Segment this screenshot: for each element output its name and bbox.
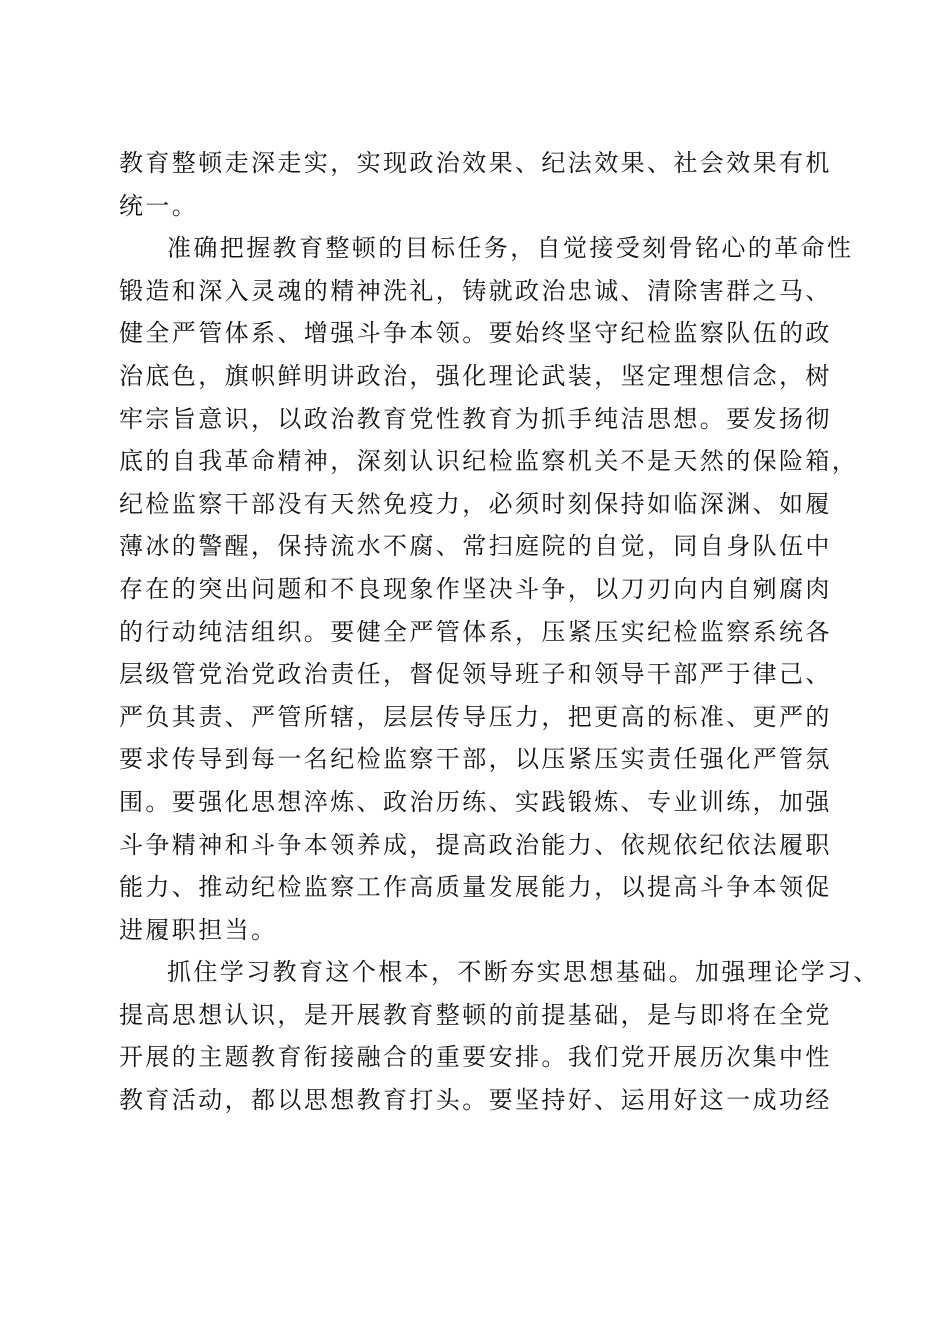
text-line: 严负其责、严管所辖，层层传导压力，把更高的标准、更严的 (119, 702, 832, 731)
text-line: 存在的突出问题和不良现象作坚决斗争，以刀刃向内自剜腐肉 (119, 574, 832, 603)
text-line: 提高思想认识，是开展教育整顿的前提基础，是与即将在全党 (119, 1000, 832, 1029)
text-line: 能力、推动纪检监察工作高质量发展能力，以提高斗争本领促 (119, 873, 832, 902)
text-line: 纪检监察干部没有天然免疫力，必须时刻保持如临深渊、如履 (119, 489, 832, 518)
text-line: 斗争精神和斗争本领养成，提高政治能力、依规依纪依法履职 (119, 830, 832, 859)
text-line: 教育活动，都以思想教育打头。要坚持好、运用好这一成功经 (119, 1086, 832, 1115)
body-text (119, 142, 880, 1122)
text-line: 锻造和深入灵魂的精神洗礼，铸就政治忠诚、清除害群之马、 (119, 276, 832, 305)
text-line: 薄冰的警醒，保持流水不腐、常扫庭院的自觉，同自身队伍中 (119, 532, 832, 561)
text-line: 治底色，旗帜鲜明讲政治，强化理论武装，坚定理想信念，树 (119, 361, 832, 390)
text-line: 牢宗旨意识，以政治教育党性教育为抓手纯洁思想。要发扬彻 (119, 404, 832, 433)
text-line: 围。要强化思想淬炼、政治历练、实践锻炼、专业训练，加强 (119, 787, 832, 816)
text-line: 层级管党治党政治责任，督促领导班子和领导干部严于律己、 (119, 660, 832, 689)
text-line: 要求传导到每一名纪检监察干部，以压紧压实责任强化严管氛 (119, 745, 832, 774)
text-line: 统一。 (119, 191, 199, 220)
text-line: 的行动纯洁组织。要健全严管体系，压紧压实纪检监察系统各 (119, 617, 832, 646)
text-line: 进履职担当。 (119, 915, 278, 944)
text-line: 底的自我革命精神，深刻认识纪检监察机关不是天然的保险箱， (119, 447, 859, 476)
text-line: 开展的主题教育衔接融合的重要安排。我们党开展历次集中性 (119, 1043, 832, 1072)
paragraph-first-line: 抓住学习教育这个根本，不断夯实思想基础。加强理论学习、 (167, 958, 880, 987)
paragraph-first-line: 准确把握教育整顿的目标任务，自觉接受刻骨铭心的革命性 (167, 234, 854, 263)
text-line: 健全严管体系、增强斗争本领。要始终坚守纪检监察队伍的政 (119, 319, 832, 348)
text-line: 教育整顿走深走实，实现政治效果、纪法效果、社会效果有机 (119, 149, 832, 177)
